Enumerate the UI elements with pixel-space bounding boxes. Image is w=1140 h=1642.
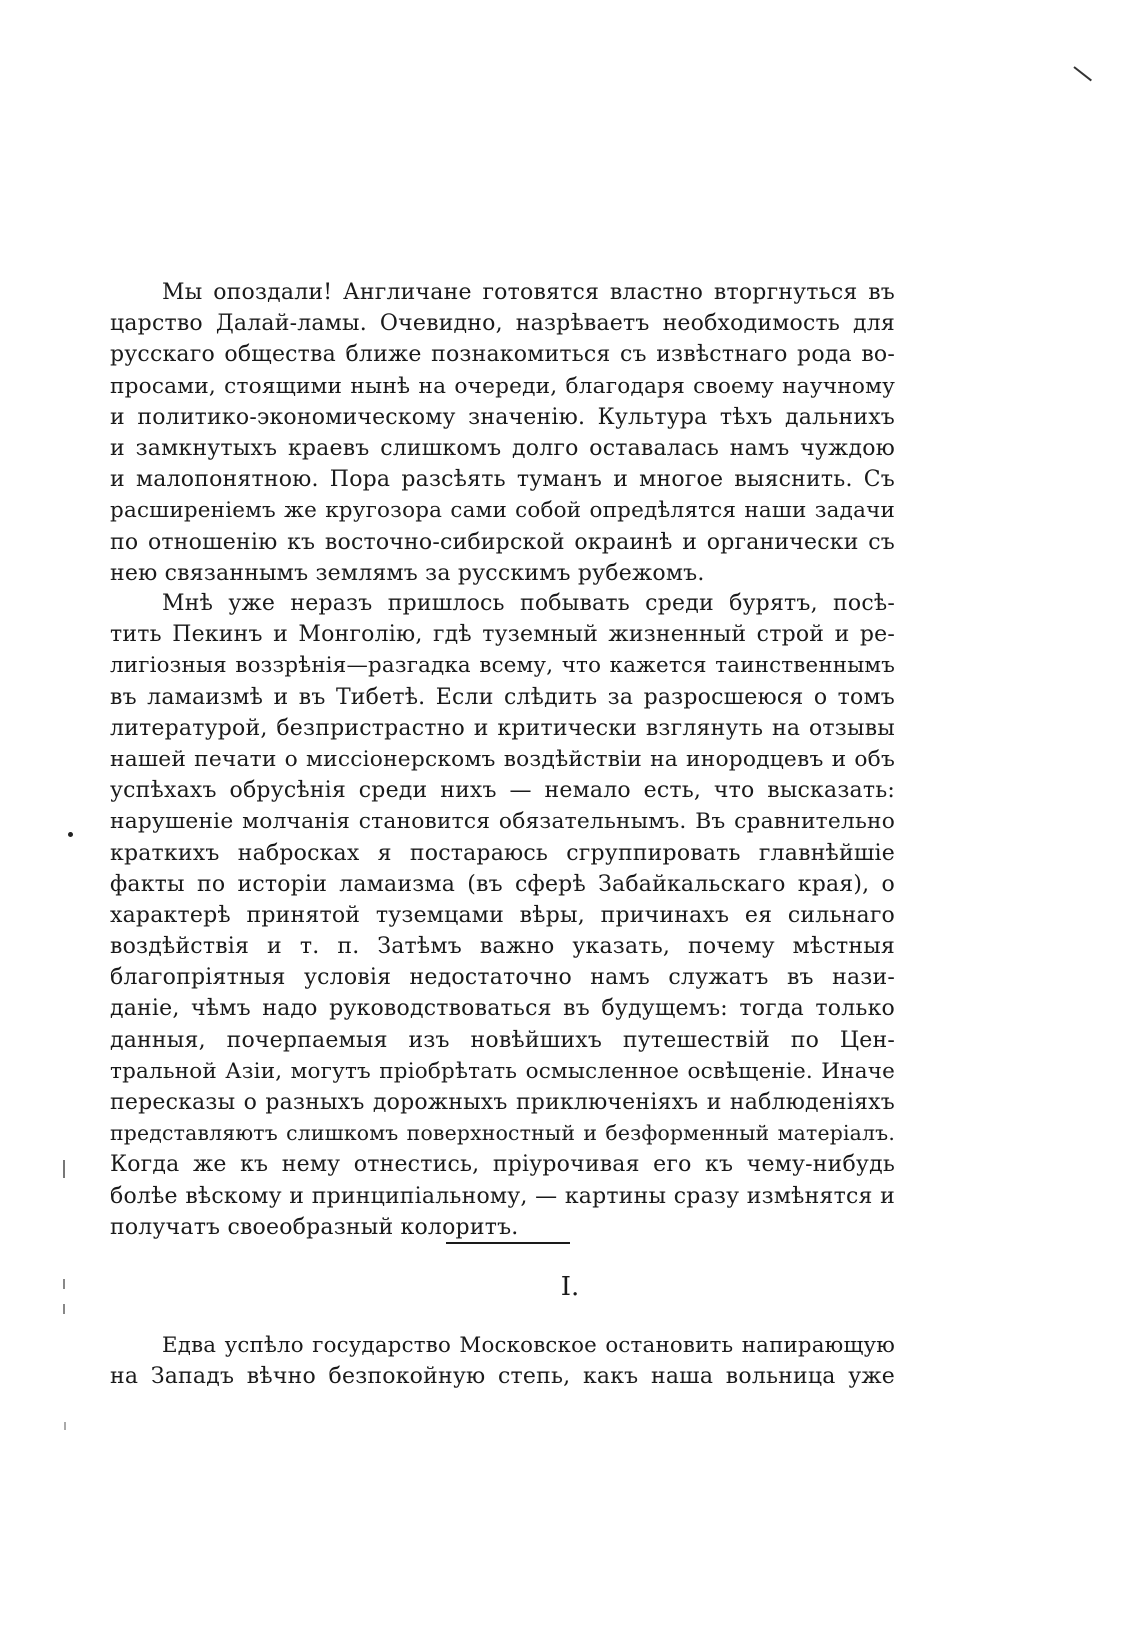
text-line: нашей печати о миссіонерскомъ воздѣйствіи на инородцевъ и объ bbox=[110, 746, 895, 772]
section-divider bbox=[446, 1242, 570, 1244]
text-line: лигіозныя воззрѣнія—разгадка всему, что кажется таинственнымъ bbox=[110, 653, 895, 679]
text-line: по отношенію къ восточно-сибирской окраинѣ и органически съ bbox=[110, 529, 895, 555]
text-line: даніе, чѣмъ надо руководствоваться въ будущемъ: тогда только bbox=[110, 996, 895, 1022]
text-line: и политико-экономическому значенію. Культура тѣхъ дальнихъ bbox=[110, 404, 895, 430]
text-line: Едва успѣло государство Московское остановить напирающую bbox=[162, 1333, 895, 1358]
text-line: царство Далай-ламы. Очевидно, назрѣваетъ необходимость для bbox=[110, 311, 895, 337]
text-line: въ ламаизмѣ и въ Тибетѣ. Если слѣдить за разросшеюся о томъ bbox=[110, 684, 895, 710]
text-line: просами, стоящими нынѣ на очереди, благодаря своему научному bbox=[110, 373, 895, 399]
text-line: факты по исторіи ламаизма (въ сферѣ Забайкальскаго края), о bbox=[110, 871, 895, 897]
text-line: данныя, почерпаемыя изъ новѣйшихъ путешествій по Цен- bbox=[110, 1027, 895, 1053]
text-line: расширеніемъ же кругозора сами собой опредѣлятся наши задачи bbox=[110, 498, 895, 524]
text-line: на Западъ вѣчно безпокойную степь, какъ наша вольница уже bbox=[110, 1364, 895, 1390]
margin-tick-mark bbox=[63, 1160, 65, 1178]
text-line: болѣе вѣскому и принципіальному, — картины сразу измѣнятся и bbox=[110, 1183, 895, 1209]
margin-dot-mark bbox=[68, 832, 73, 837]
text-line: благопріятныя условія недостаточно намъ служатъ въ нази- bbox=[110, 965, 895, 991]
text-line: Мнѣ уже неразъ пришлось побывать среди бурятъ, посѣ- bbox=[162, 591, 895, 616]
chapter-paragraph bbox=[110, 1330, 895, 1392]
text-line: краткихъ набросках я постараюсь сгруппировать главнѣйшіе bbox=[110, 840, 895, 866]
second-paragraph bbox=[110, 588, 895, 1243]
text-line: характерѣ принятой туземцами вѣры, причинахъ ея сильнаго bbox=[110, 902, 895, 928]
text-line: представляютъ слишкомъ поверхностный и безформенный матеріалъ. bbox=[110, 1121, 895, 1146]
text-line: успѣхахъ обрусѣнія среди нихъ — немало есть, что высказать: bbox=[110, 778, 895, 804]
scan-corner-mark bbox=[1073, 66, 1092, 81]
section-number: I. bbox=[560, 1272, 580, 1302]
text-line: русскаго общества ближе познакомиться съ извѣстнаго рода во- bbox=[110, 342, 895, 368]
text-line: получатъ своеобразный колоритъ. bbox=[110, 1214, 519, 1240]
margin-tick-mark bbox=[63, 1304, 65, 1314]
text-line: Когда же къ нему отнестись, пріурочивая его къ чему-нибудь bbox=[110, 1152, 895, 1178]
text-line: пересказы о разныхъ дорожныхъ приключеніяхъ и наблюденіяхъ bbox=[110, 1090, 895, 1115]
text-line: литературой, безпристрастно и критически взглянуть на отзывы bbox=[110, 715, 895, 741]
text-line: тральной Азіи, могутъ пріобрѣтать осмысленное освѣщеніе. Иначе bbox=[110, 1058, 895, 1084]
text-line: и замкнутыхъ краевъ слишкомъ долго оставалась намъ чуждою bbox=[110, 435, 895, 461]
text-line: воздѣйствія и т. п. Затѣмъ важно указать, почему мѣстныя bbox=[110, 934, 895, 960]
margin-tick-mark bbox=[64, 1422, 66, 1430]
intro-paragraph bbox=[110, 277, 895, 589]
text-line: нею связаннымъ землямъ за русскимъ рубежомъ. bbox=[110, 560, 705, 586]
text-line: тить Пекинъ и Монголію, гдѣ туземный жизненный строй и ре- bbox=[110, 622, 895, 648]
text-line: Мы опоздали! Англичане готовятся властно вторгнуться въ bbox=[162, 280, 895, 305]
text-line: нарушеніе молчанія становится обязательнымъ. Въ сравнительно bbox=[110, 809, 895, 835]
text-line: и малопонятною. Пора разсѣять туманъ и многое выяснить. Съ bbox=[110, 467, 895, 493]
